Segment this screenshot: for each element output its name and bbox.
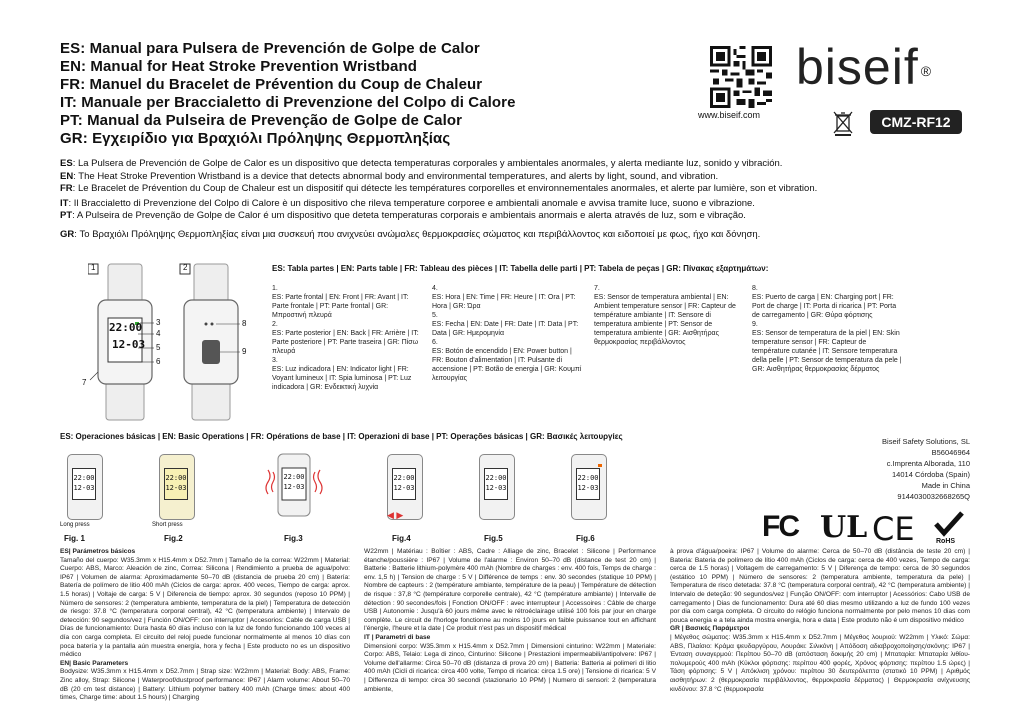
diagram-number: 8: [242, 319, 247, 328]
specs-col-1: [60, 548, 350, 703]
rohs-label: RoHS: [936, 538, 956, 545]
ce-icon: CE: [872, 510, 915, 548]
spec-heading: GR | Βασικές Παράμετροι: [670, 625, 750, 633]
title-fr: FR: Manuel du Bracelet de Prévention du Coup de Chaleur: [60, 76, 483, 93]
registered-mark: ®: [920, 63, 933, 79]
parts-col-3: 7. ES: Sensor de temperatura ambiental | EN: Ambient temperature sensor | FR: Capteur de température ambiante | IT: Sensore di temperatura ambiente | PT: Sensor de temperatura ambiente | GR: Αισθητήρας θερμοκρασίας περιβάλλοντος: [594, 285, 736, 346]
figure-1: [60, 454, 110, 543]
intro-gr: [60, 229, 960, 242]
parts-col-1: 1. ES: Parte frontal | EN: Front | FR: Avant | IT: Parte frontale | PT: Parte frontal | GR: Μπροστινή πλευρά 2. ES: Parte posterior | EN: Back | FR: Arrière | IT: Parte posteriore | PT: Parte traseira | GR: Πίσω πλευρά 3. ES: Luz indicadora | EN: Indicator light | FR: Voyant lumineux | IT: Spia luminosa | PT: Luz indicadora | GR: Ενδεικτική λυχνία: [272, 285, 419, 391]
spec-text: Tamaño del cuerpo: W35.3mm x H15.4mm x D52.7mm | Tamaño de la correa: W22mm | Material: Cuerpo: ABS, Marco: Aleación de zinc, Correa: Silicona | Rendimiento a prueba de agua/polvo: IP67 | Volumen de alarma: Aproximadamente 50–70 dB (distancia de prueba 20 cm) | Batería: Batería de polímero de litio 400 mAh (Ciclos de carga: aprox. 400 veces, Tiempo de carga: aprox. 1.5 horas) | Voltaje de carga: 5 V | Diferencia de tiempo: aprox. 30 segundos (reposo 10 PPM) | Número de sensores: 2 (temperatura ambiente, temperatura de la piel) | Temperatura de detección de riesgo: 37.8 °C (temperatura corporal central), 42 °C (temperatura ambiente) | Intervalo de detección: 90 segundos/vez | Función ON/OFF: con interruptor | Accesorios: Cable de carga USB | Días de funcionamiento: Dura hasta 60 días incluso con la luz de fondo funcionando 100 veces al día con carga completa. El circuito del reloj puede funcionar normalmente al menos 10 días con poca batería y la pantalla aún muestra energía, hora y fecha | Este producto no es un dispositivo médico: [60, 556, 350, 659]
intro-text: : The Heat Stroke Prevention Wristband is a device that detects abnormal body and environmental temperatures, and alerts by light, sound, and vibration.: [73, 170, 719, 182]
intro-fr: [60, 183, 960, 196]
intro-it: [60, 198, 960, 211]
qr-code-icon: [710, 46, 772, 108]
intro-text: : La Pulsera de Prevención de Golpe de Calor es un dispositivo que detecta temperaturas corporales y ambientales anormales, y alerta mediante luz, sonido y vibración.: [72, 158, 783, 169]
specs-col-3: [670, 548, 970, 694]
intro-es: [60, 158, 960, 171]
watch-time: 22:00: [109, 321, 143, 334]
diagram-number: 5: [156, 343, 161, 352]
diagram-number: 4: [156, 329, 161, 338]
diagram-number: 6: [156, 357, 161, 366]
lang-tag: PT: [60, 210, 73, 222]
diagram-number: 1: [91, 263, 96, 272]
rohs-check-icon: [932, 508, 966, 542]
lang-tag: FR: [60, 183, 73, 195]
ul-icon: UL: [820, 510, 868, 545]
diagram-number: 7: [82, 378, 87, 387]
spec-text: Bodysize: W35.3mm x H15.4mm x D52.7mm | Strap size: W22mm | Material: Body: ABS, Frame: Zinc alloy, Strap: Silicone | Waterproof/dustproof performance: IP67 | Alarm volume: About 50–70 dB (20 cm test distance) | Battery: Lithium polymer battery 400 mAh (Charge times: about 400 times, Charge time: about 1.5 hours) | Charging: [60, 668, 350, 702]
figure-note: Long press: [60, 522, 90, 528]
watch-date: 12-03: [393, 484, 415, 492]
watch-date: 12-03: [165, 484, 187, 492]
title-it: IT: Manuale per Braccialetto di Prevenzione del Colpo di Calore: [60, 94, 516, 111]
watch-date: 12-03: [112, 338, 146, 351]
spec-text: W22mm | Matériau : Boîtier : ABS, Cadre : Alliage de zinc, Bracelet : Silicone | Performance étanche/poussière : IP67 | Volume de l'alarme : Environ 50–70 dB (distance de test 20 cm) | Batterie : Batterie lithium-polymère 400 mAh (Nombre de charges : env. 400 fois, Temps de charge : env. 1,5 h) | Tension de charge : 5 V | Différence de temps : env. 30 secondes (statique 10 PPM) | Nombre de capteurs : 2 (température ambiante, température de la peau) | Température de détection de risque : 37,8 °C (température corporelle centrale), 42 °C (température ambiante) | Intervalle de détection : 90 secondes/fois | Fonction ON/OFF : avec interrupteur | Accessoires : Câble de charge USB | Autonomie : Jusqu'à 60 jours même avec le rétroéclairage utilisé 100 fois par jour en charge complète. Le circuit de l'horloge fonctionne au moins 10 jours en faible puissance tout en affichant l'énergie, l'heure et la date | Ce produit n'est pas un dispositif médical: [364, 548, 656, 633]
diagram-number: 3: [156, 318, 161, 327]
title-en: EN: Manual for Heat Stroke Prevention Wristband: [60, 58, 417, 75]
figure-label: Fig.5: [484, 534, 503, 543]
lang-tag: IT: [60, 197, 69, 209]
indicator-light: [598, 464, 602, 467]
diagram-number: 9: [242, 347, 247, 356]
figure-4: [378, 454, 434, 543]
company-city: 14014 Córdoba (Spain): [892, 470, 970, 479]
arrow-icons: ◀ ▶: [387, 510, 404, 520]
model-badge: CMZ-RF12: [870, 110, 962, 134]
weee-bin-icon: [832, 110, 854, 136]
company-id: B56046964: [931, 448, 970, 457]
fcc-icon: FC: [762, 510, 798, 543]
spec-text: à prova d'água/poeira: IP67 | Volume do alarme: Cerca de 50–70 dB (distância de teste 20 cm) | Bateria: Bateria de polímero de lítio 400 mAh (Ciclos de carga: cerca de 400 vezes, Tempo de carga: cerca de 1.5 horas) | Voltagem de carregamento: 5 V | Diferença de tempo: cerca de 30 segundos (estático 10 PPM) | Número de sensores: 2 (temperatura ambiente, temperatura da pele) | Temperatura de risco detetada: 37.8 °C (temperatura corporal central), 42 °C (temperatura ambiente) | Intervalo de deteção: 90 segundos/vez | Função ON/OFF: com interruptor | Acessórios: Cabo USB de carregamento | Dias de funcionamento: Dura até 60 dias mesmo utilizando a luz de fundo 100 vezes por dia com carga completa. O circuito do relógio funciona normalmente por pelo menos 10 dias com pouca energia e a tela ainda mostra energia, hora e data | Este produto não é um dispositivo médico: [670, 548, 970, 624]
figure-3: [264, 450, 324, 543]
spec-text: | Μέγεθος σώματος: W35.3mm x H15.4mm x D52.7mm | Μέγεθος λουριού: W22mm | Υλικό: Σώμα: ABS, Πλαίσιο: Κράμα ψευδαργύρου, Λουράκι: Σιλικόνη | Απόδοση αδιαβροχοποίησης/σκόνης: IP67 | Ένταση συναγερμού: Περίπου 50–70 dB (απόσταση δοκιμής 20 cm) | Μπαταρία: Μπαταρία λιθίου-πολυμερούς 400 mAh (Κύκλοι φόρτισης: περίπου 400 φορές, Χρόνος φόρτισης: περίπου 1.5 ώρες) | Τάση φόρτισης: 5 V | Απόκλιση χρόνου: περίπου 30 δευτερόλεπτα (στατικό 10 PPM) | Αριθμός αισθητήρων: 2 (θερμοκρασία περιβάλλοντος, θερμοκρασία δέρματος) | Θερμοκρασία ανίχνευσης κινδύνου: 37.8 °C (θερμοκρασία: [670, 633, 970, 693]
spec-heading: ES| Parámetros básicos: [60, 548, 136, 555]
company-origin: Made in China: [921, 481, 970, 490]
parts-col-2: 4. ES: Hora | EN: Time | FR: Heure | IT: Ora | PT: Hora | GR: Ώρα 5. ES: Fecha | EN: Date | FR: Date | IT: Data | PT: Data | GR: Ημερομηνία 6. ES: Botón de encendido | EN: Power button | FR: Bouton d'alimentation | IT: Pulsante di accensione | PT: Botão de energia | GR: Κουμπί λειτουργίας: [432, 285, 582, 382]
intro-description: [60, 158, 960, 242]
figure-2: [152, 454, 202, 543]
operations-header: ES: Operaciones básicas | EN: Basic Operations | FR: Opérations de base | IT: Operazioni di base | PT: Operações básicas | GR: Βασικές λειτουργίες: [60, 432, 623, 441]
intro-text: : Το Βραχιόλι Πρόληψης Θερμοπληξίας είναι μια συσκευή που ανιχνεύει ανώμαλες θερμοκρασίες σώματος και περιβάλλοντος και ειδοποιεί με φως, ήχο και δόνηση.: [74, 228, 761, 240]
watch-date: 12-03: [283, 483, 305, 491]
intro-en: [60, 171, 960, 184]
lang-tag: GR: [60, 228, 75, 240]
figure-note: Short press: [152, 522, 183, 528]
parts-col-4: 8. ES: Puerto de carga | EN: Charging port | FR: Port de charge | IT: Porta di ricarica | PT: Porta de carregamento | GR: Θύρα φόρτισης 9. ES: Sensor de temperatura de la piel | EN: Skin temperature sensor | FR: Capteur de température cutanée | IT: Sensore temperatura della pelle | PT: Sensor de temperatura da pele | GR: Αισθητήρας θερμοκρασίας δέρματος: [752, 285, 902, 373]
spec-heading: IT | Parametri di base: [364, 633, 431, 641]
watch-time: 22:00: [73, 474, 95, 482]
watch-time: 22:00: [577, 474, 599, 482]
figure-label: Fig.3: [284, 534, 303, 543]
title-gr: GR: Εγχειρίδιο για Βραχιόλι Πρόληψης Θερμοπληξίας: [60, 130, 451, 147]
brand-logo: [796, 38, 932, 96]
spec-text: Dimensioni corpo: W35.3mm x H15.4mm x D52.7mm | Dimensioni cinturino: W22mm | Materiale: Corpo: ABS, Telaio: Lega di zinco, Cinturino: Silicone | Prestazioni impermeabili/antipolvere: IP67 | Volume dell'allarme: Circa 50–70 dB (distanza di prova 20 cm) | Batteria: Batteria ai polimeri di litio 400 mAh (Cicli di ricarica: circa 400 volte, Tempo di ricarica: circa 1.5 ore) | Tensione di ricarica: 5 V | Differenza di tempo: circa 30 secondi (stazionario 10 PPM) | Numero di sensori: 2 (temperatura ambiente,: [364, 642, 656, 693]
spec-heading: EN| Basic Parameters: [60, 659, 129, 667]
intro-text: : Le Bracelet de Prévention du Coup de Chaleur est un dispositif qui détecte les températures corporelles et environnementales anormales, et alerte par lumière, son et vibration.: [72, 183, 818, 195]
title-es: ES: Manual para Pulsera de Prevención de Golpe de Calor: [60, 40, 480, 57]
company-info: [860, 436, 970, 502]
watch-date: 12-03: [577, 484, 599, 492]
manual-titles: [60, 40, 700, 148]
watch-time: 22:00: [393, 474, 415, 482]
title-pt: PT: Manual da Pulseira de Prevenção de Golpe de Calor: [60, 112, 463, 129]
watch-date: 12-03: [485, 484, 507, 492]
figure-label: Fig.4: [392, 534, 411, 543]
lang-tag: ES: [60, 158, 73, 169]
lang-tag: EN: [60, 170, 74, 182]
watch-time: 22:00: [283, 473, 305, 481]
parts-diagram-labels: [82, 262, 268, 422]
intro-text: : A Pulseira de Prevenção de Golpe de Calor é um dispositivo que deteta temperaturas corporais e ambientais anormais e alerta através de luz, som e vibração.: [72, 210, 746, 222]
figure-label: Fig.6: [576, 534, 595, 543]
intro-pt: [60, 210, 960, 223]
watch-time: 22:00: [485, 474, 507, 482]
specs-col-2: [364, 548, 656, 694]
figure-label: Fig.2: [164, 534, 183, 543]
figure-6: [564, 454, 614, 543]
figure-5: [472, 454, 522, 543]
operation-figures: [60, 446, 630, 546]
brand-name: biseif: [796, 39, 919, 95]
watch-time: 22:00: [165, 474, 187, 482]
intro-text: : Il Braccialetto di Prevenzione del Colpo di Calore è un dispositivo che rileva temperature corporee e ambientali anomale e avvisa tramite luce, suono e vibrazione.: [68, 197, 755, 209]
parts-table-header: ES: Tabla partes | EN: Parts table | FR: Tableau des pièces | IT: Tabella delle parti | PT: Tabela de peças | GR: Πίνακας εξαρτημάτων:: [272, 264, 769, 273]
company-code: 9144030032668265Q: [897, 492, 970, 501]
website-url: www.biseif.com: [698, 110, 761, 120]
company-street: c.Imprenta Alborada, 110: [886, 459, 970, 468]
watch-date: 12-03: [73, 484, 95, 492]
certification-logos: [760, 508, 970, 548]
company-name: Biseif Safety Solutions, SL: [882, 437, 970, 446]
diagram-number: 2: [183, 263, 188, 272]
figure-label: Fig. 1: [64, 534, 85, 543]
